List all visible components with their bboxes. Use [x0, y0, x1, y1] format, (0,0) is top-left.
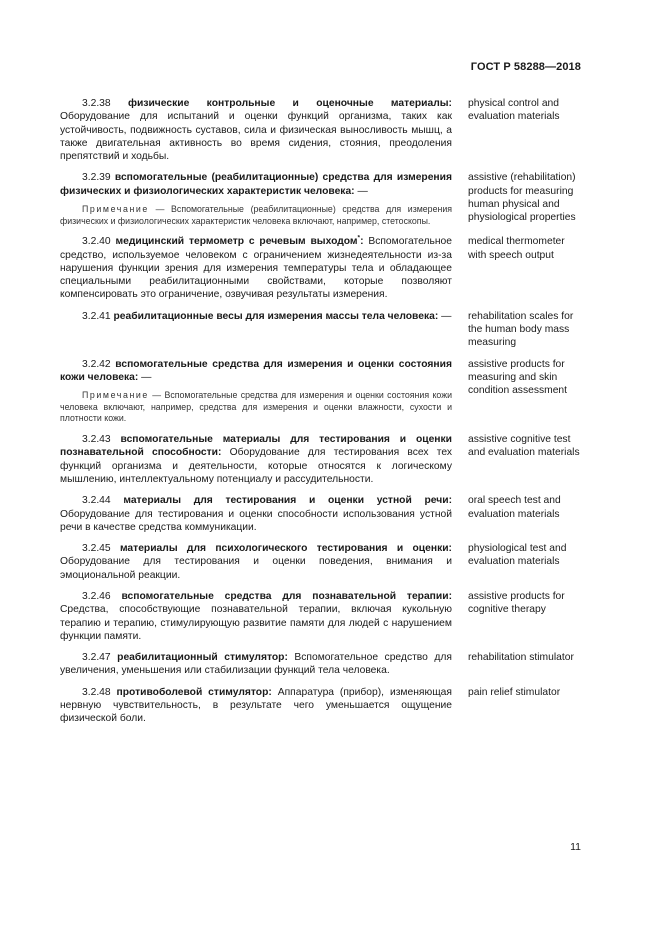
term-number: 3.2.38: [82, 98, 111, 109]
term-definition-ru: [60, 433, 452, 486]
term-entry: [60, 171, 580, 227]
term-entry: [60, 97, 580, 163]
term-title: физические контрольные и оценочные материалы:: [128, 98, 452, 109]
footnote-mark: *: [357, 234, 361, 242]
term-note: [60, 390, 452, 425]
term-definition: Оборудование для испытаний и оценки функций организма, таких как устойчивость, подвижность суставов, сила и физическая выносливость мышц, а также двигательная активность во время сидения, стояния, преодоления препятствий и ходьбы.: [60, 111, 452, 163]
term-definition-ru: [60, 686, 452, 726]
term-colon: :: [360, 236, 364, 248]
term-definition-ru: [60, 97, 452, 163]
term-entry: [60, 590, 580, 643]
term-title: вспомогательные материалы для тестирования и оценки познавательной способности:: [60, 434, 452, 459]
term-definition-ru: [60, 590, 452, 643]
term-note: [60, 204, 452, 227]
term-entry: [60, 235, 580, 301]
term-title: противоболевой стимулятор:: [116, 686, 272, 698]
term-entry: [60, 542, 580, 582]
term-number: 3.2.45: [82, 543, 111, 555]
term-english: assistive products for measuring and skin condition assessment: [468, 358, 568, 397]
term-definition-ru: [60, 651, 452, 678]
standard-code: ГОСТ Р 58288—2018: [470, 61, 581, 73]
term-english: physical control and evaluation materials: [468, 98, 560, 123]
term-number: 3.2.47: [82, 652, 111, 664]
term-english: oral speech test and evaluation materials: [468, 495, 561, 520]
term-number: 3.2.44: [82, 495, 111, 507]
term-number: 3.2.42: [82, 358, 111, 370]
term-definition: —: [354, 185, 368, 197]
term-english: pain relief stimulator: [468, 686, 561, 698]
term-definition-ru: [60, 542, 452, 582]
term-number: 3.2.40: [82, 236, 111, 248]
term-entry: [60, 494, 580, 534]
term-title: реабилитационные весы для измерения массы тела человека:: [113, 310, 439, 322]
term-english: assistive (rehabilitation) products for measuring human physical and physiological properties: [468, 172, 576, 224]
term-definition-ru: [60, 235, 452, 301]
term-definition: Аппаратура (прибор), изменяющая нервную чувствительность, в результате чего уменьшается ощущение физической боли.: [60, 686, 452, 725]
term-entry: [60, 310, 580, 350]
term-english: rehabilitation stimulator: [468, 652, 574, 664]
term-english: assistive cognitive test and evaluation materials: [468, 434, 580, 459]
note-label: Примечание: [82, 204, 149, 215]
note-text: — Вспомогательные средства для измерения и оценки состояния кожи человека включают, например, средства для измерения и оценки влажности, сухости и плотности кожи.: [60, 390, 452, 424]
term-number: 3.2.48: [82, 686, 111, 698]
term-title: вспомогательные средства для измерения и оценки состояния кожи человека:: [60, 358, 452, 383]
term-title: вспомогательные средства для познавательной терапии:: [121, 590, 452, 602]
term-entry: [60, 433, 580, 486]
term-entry: [60, 358, 580, 425]
term-english: physiological test and evaluation materials: [468, 543, 567, 568]
term-title: реабилитационный стимулятор:: [117, 652, 288, 664]
term-number: 3.2.43: [82, 434, 111, 446]
term-number: 3.2.39: [82, 172, 111, 184]
term-number: 3.2.41: [82, 310, 111, 322]
term-title: материалы для психологического тестирования и оценки:: [119, 543, 452, 555]
term-definition-ru: [60, 358, 452, 425]
term-definition: Оборудование для тестирования и оценки поведения, внимания и эмоциональной реакции.: [60, 556, 452, 581]
term-title: материалы для тестирования и оценки устной речи:: [123, 495, 452, 507]
note-text: — Вспомогательные (реабилитационные) средства для измерения физических и физиологических характеристик человека включают, например, стетоскопы.: [60, 204, 452, 226]
term-definition: Вспомогательное средство для увеличения, уменьшения или стабилизации функций тела человека.: [60, 652, 452, 677]
term-definition-ru: [60, 171, 452, 227]
term-definition-ru: [60, 310, 452, 323]
term-definition: Вспомогательное средство, используемое человеком с ограничением жизнедеятельности из-за нарушения функции зрения для измерения температуры тела и обладающее специальными реабилитационными свойствами, которые позволяют компенсировать это ограничение, озвучивая результаты измерения.: [60, 236, 452, 301]
page-number: 11: [570, 841, 581, 853]
term-english: medical thermometer with speech output: [468, 236, 565, 261]
term-entry: [60, 686, 580, 726]
glossary-body: [60, 97, 580, 734]
term-definition: Оборудование для тестирования и оценки способности использования устной речи в качестве средства коммуникации.: [60, 508, 452, 533]
term-number: 3.2.46: [82, 590, 111, 602]
term-definition: —: [438, 310, 452, 322]
term-title: медицинский термометр с речевым выходом: [115, 236, 358, 248]
term-definition-ru: [60, 494, 452, 534]
term-entry: [60, 651, 580, 678]
note-label: Примечание: [82, 390, 149, 401]
term-english: rehabilitation scales for the human body mass measuring: [468, 310, 574, 349]
term-definition: Средства, способствующие познавательной терапии, включая кукольную терапию и терапию, стимулирующую развитие памяти для людей с нарушением функции памяти.: [60, 604, 452, 642]
term-english: assistive products for cognitive therapy: [468, 590, 565, 616]
term-definition: —: [138, 371, 152, 383]
term-definition: Оборудование для тестирования всех тех функций организма и деятельности, которые относятся к логическому мышлению, интеллектуальному потенциалу и рассудительности.: [60, 447, 453, 485]
term-title: вспомогательные (реабилитационные) средства для измерения физических и физиологических характеристик человека:: [60, 172, 452, 197]
